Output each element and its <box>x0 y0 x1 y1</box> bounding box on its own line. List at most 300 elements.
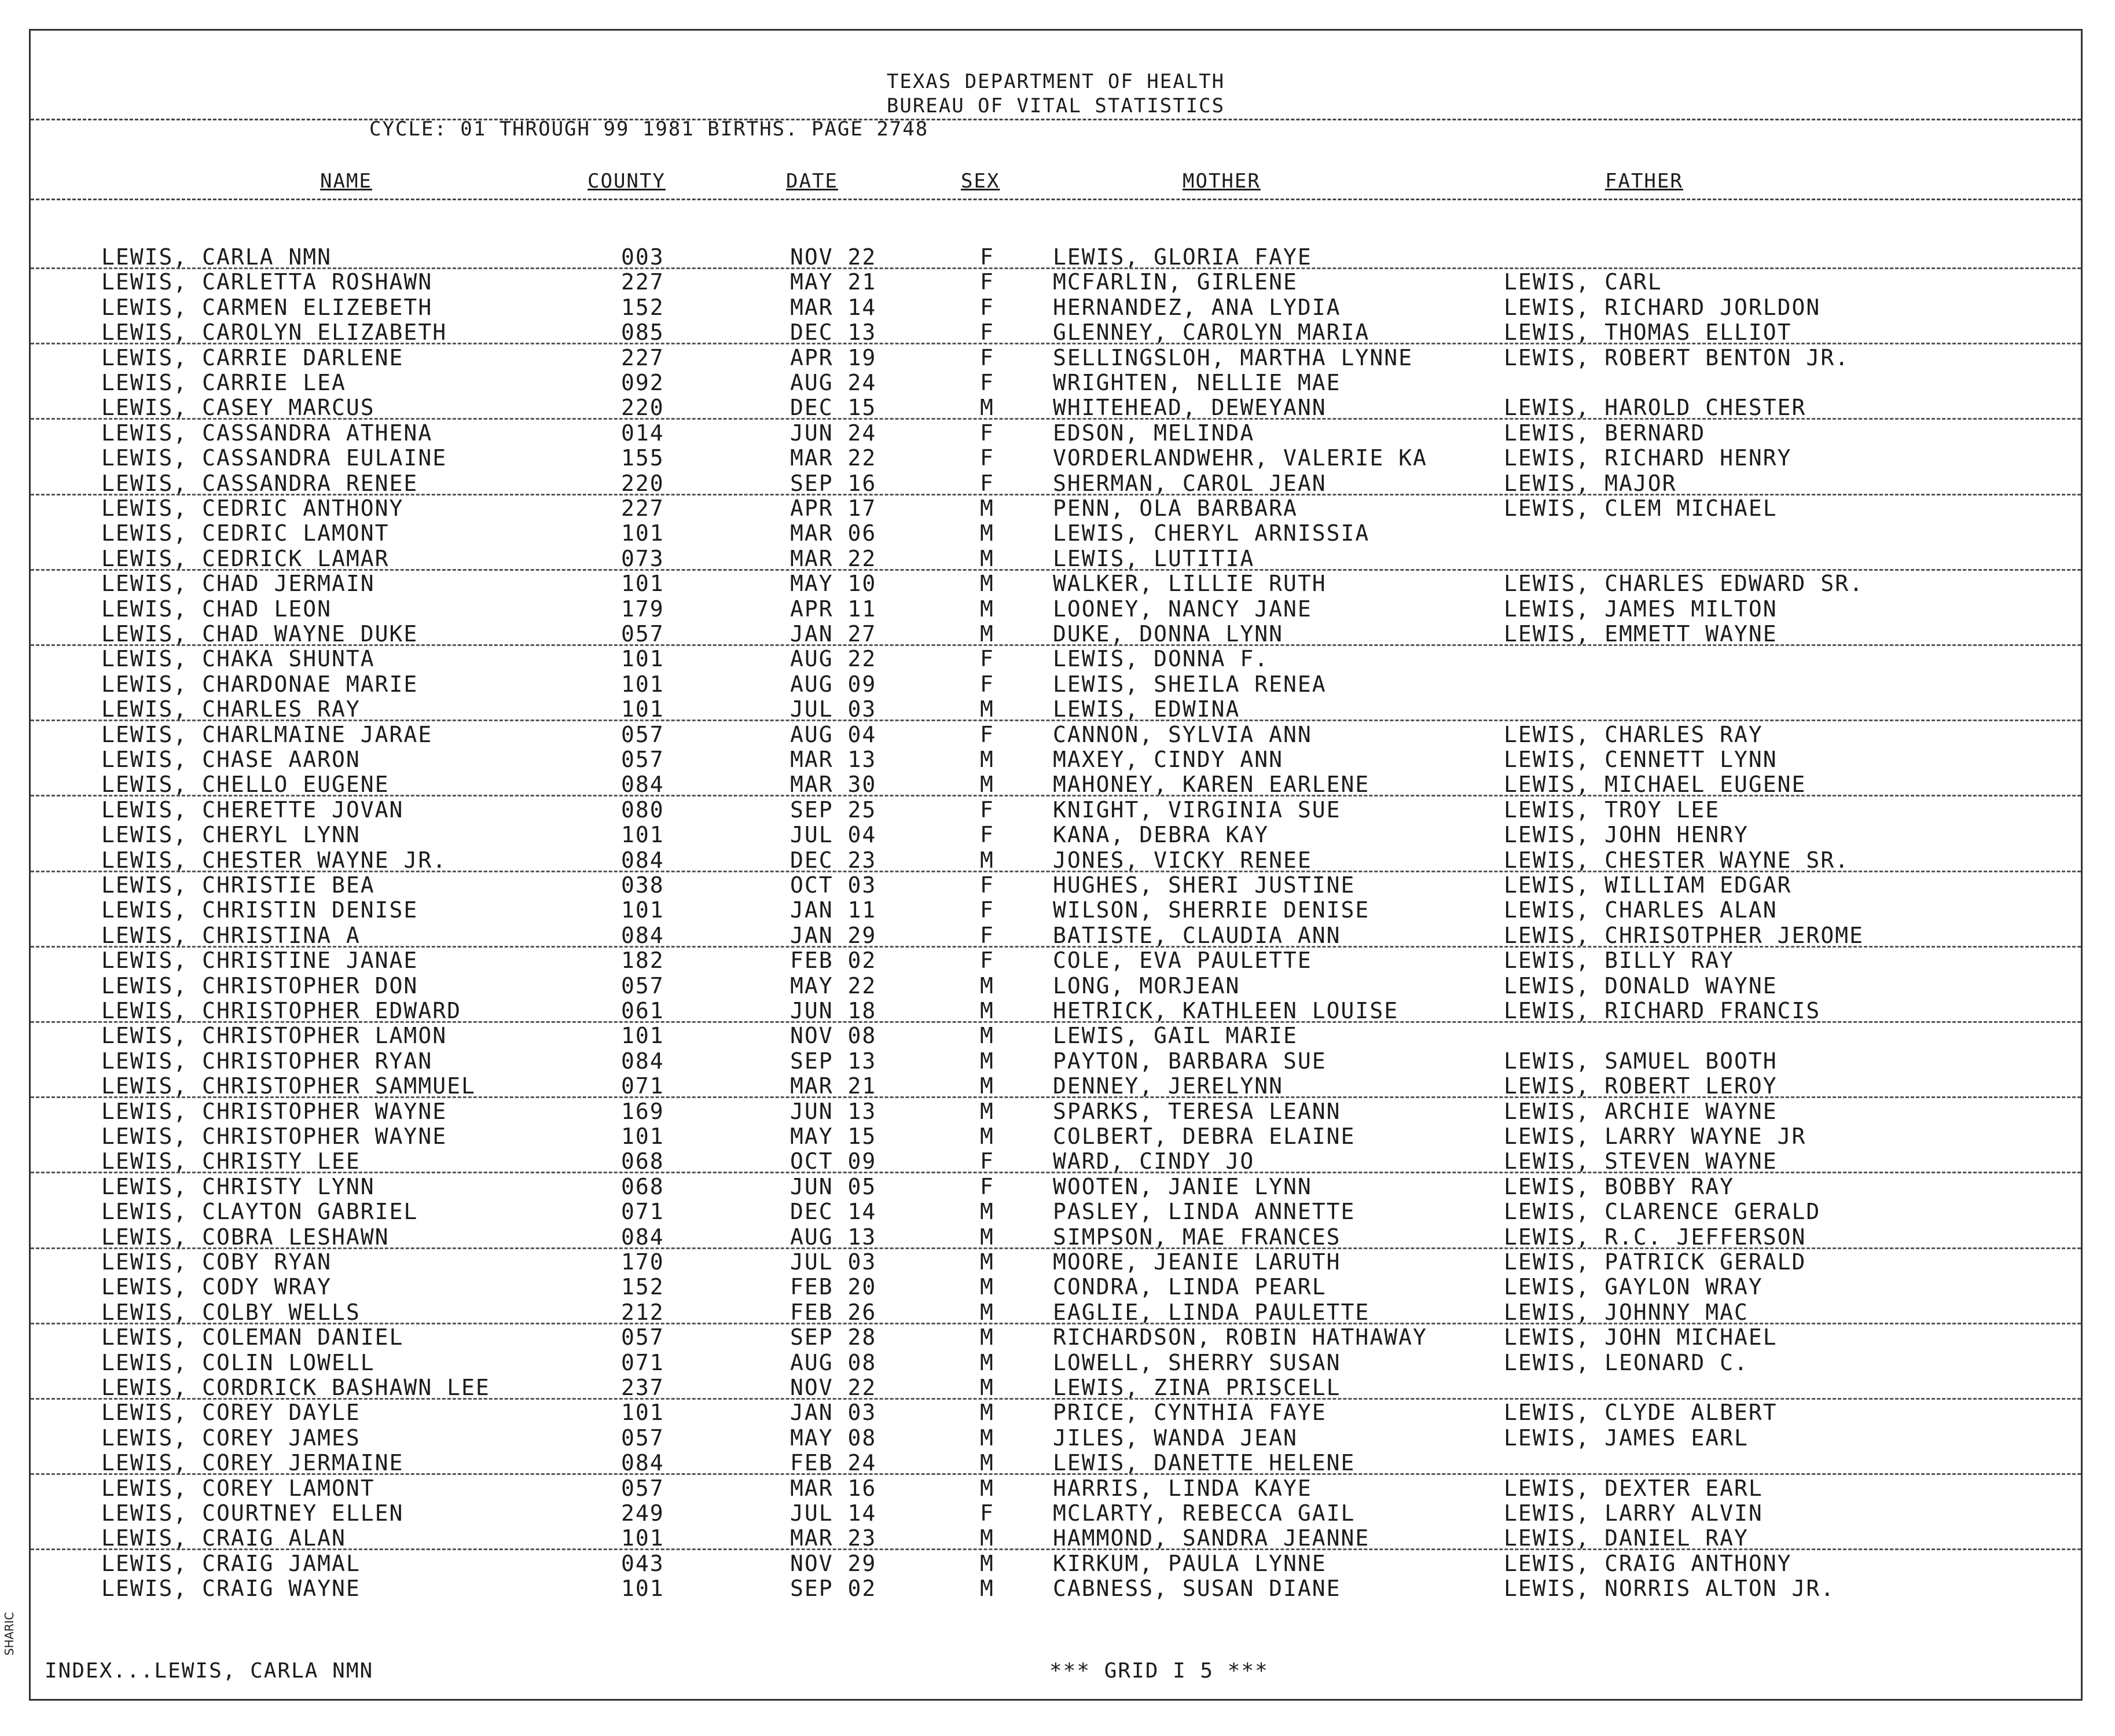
cell-county: 101 <box>621 1525 664 1551</box>
cell-county: 057 <box>621 1475 664 1501</box>
cell-date: NOV 22 <box>790 244 877 270</box>
table-row <box>31 647 2081 672</box>
cell-sex: F <box>980 897 994 923</box>
cell-name: LEWIS, COBRA LESHAWN <box>101 1224 390 1250</box>
cell-sex: M <box>980 1375 994 1400</box>
cell-county: 084 <box>621 1450 664 1476</box>
cell-sex: M <box>980 571 994 597</box>
cell-sex: M <box>980 1400 994 1426</box>
cell-name: LEWIS, CEDRICK LAMAR <box>101 545 390 571</box>
cell-father: LEWIS, THOMAS ELLIOT <box>1504 320 1792 346</box>
cell-sex: F <box>980 244 994 270</box>
cell-date: MAY 08 <box>790 1425 877 1451</box>
cell-name: LEWIS, CHARLES RAY <box>101 696 361 722</box>
cell-sex: M <box>980 395 994 421</box>
table-row <box>31 597 2081 622</box>
cell-name: LEWIS, CHRISTY LEE <box>101 1148 361 1175</box>
cell-name: LEWIS, CORDRICK BASHAWN LEE <box>101 1375 490 1400</box>
cell-sex: F <box>980 470 994 496</box>
cell-father: LEWIS, CHRISOTPHER JEROME <box>1504 922 1864 948</box>
cell-sex: M <box>980 1023 994 1049</box>
cell-father: LEWIS, NORRIS ALTON JR. <box>1504 1576 1835 1602</box>
cell-date: JAN 03 <box>790 1400 877 1426</box>
cell-mother: KIRKUM, PAULA LYNNE <box>1053 1550 1327 1576</box>
cell-name: LEWIS, CHRISTOPHER LAMON <box>101 1023 447 1049</box>
cell-county: 068 <box>621 1173 664 1199</box>
table-row <box>31 421 2081 446</box>
cell-sex: M <box>980 1576 994 1602</box>
cell-date: FEB 24 <box>790 1450 877 1476</box>
cell-date: MAR 16 <box>790 1475 877 1501</box>
cell-mother: LEWIS, DONNA F. <box>1053 646 1269 672</box>
table-row <box>31 1275 2081 1300</box>
cell-county: 038 <box>621 872 664 898</box>
cell-name: LEWIS, CASSANDRA ATHENA <box>101 420 433 446</box>
cell-father: LEWIS, MAJOR <box>1504 470 1677 496</box>
column-header-father: FATHER <box>1605 170 1683 193</box>
cell-date: JUN 18 <box>790 998 877 1023</box>
table-row <box>31 346 2081 371</box>
cell-sex: M <box>980 520 994 546</box>
cell-name: LEWIS, CHARDONAE MARIE <box>101 671 418 697</box>
cell-father: LEWIS, JOHNNY MAC <box>1504 1299 1749 1325</box>
table-row <box>31 546 2081 572</box>
table-row <box>31 1250 2081 1275</box>
cell-county: 057 <box>621 747 664 772</box>
cell-mother: LEWIS, SHEILA RENEA <box>1053 671 1327 697</box>
grid-footer: *** GRID I 5 *** <box>1049 1659 1269 1683</box>
cell-date: SEP 02 <box>790 1576 877 1602</box>
cell-mother: WALKER, LILLIE RUTH <box>1053 571 1327 597</box>
table-row <box>31 873 2081 898</box>
cell-county: 101 <box>621 897 664 923</box>
cell-sex: F <box>980 1148 994 1175</box>
cell-date: APR 17 <box>790 496 877 521</box>
cell-mother: GLENNEY, CAROLYN MARIA <box>1053 320 1370 346</box>
cell-name: LEWIS, CHRISTOPHER DON <box>101 972 418 999</box>
cell-county: 003 <box>621 244 664 270</box>
cell-name: LEWIS, CHARLMAINE JARAE <box>101 721 433 747</box>
cell-mother: LEWIS, GLORIA FAYE <box>1053 244 1312 270</box>
table-row <box>31 1225 2081 1250</box>
table-row <box>31 974 2081 999</box>
cell-mother: MAHONEY, KAREN EARLENE <box>1053 772 1370 798</box>
cell-date: AUG 08 <box>790 1349 877 1375</box>
cell-father: LEWIS, R.C. JEFFERSON <box>1504 1224 1806 1250</box>
cell-sex: F <box>980 294 994 320</box>
cell-county: 057 <box>621 972 664 999</box>
cell-name: LEWIS, CHRISTIN DENISE <box>101 897 418 923</box>
table-row <box>31 1023 2081 1049</box>
cell-sex: M <box>980 1199 994 1225</box>
cell-date: MAY 21 <box>790 269 877 295</box>
cell-date: APR 19 <box>790 344 877 370</box>
cell-county: 057 <box>621 1425 664 1451</box>
cell-name: LEWIS, CEDRIC LAMONT <box>101 520 390 546</box>
cell-father: LEWIS, CENNETT LYNN <box>1504 747 1778 772</box>
cell-mother: LEWIS, CHERYL ARNISSIA <box>1053 520 1370 546</box>
cell-date: MAR 06 <box>790 520 877 546</box>
cell-county: 101 <box>621 1023 664 1049</box>
table-row <box>31 898 2081 923</box>
table-row <box>31 571 2081 597</box>
cell-name: LEWIS, COLIN LOWELL <box>101 1349 375 1375</box>
cell-county: 061 <box>621 998 664 1023</box>
cell-father: LEWIS, BOBBY RAY <box>1504 1173 1735 1199</box>
cell-name: LEWIS, COLEMAN DANIEL <box>101 1324 404 1350</box>
cell-mother: CONDRA, LINDA PEARL <box>1053 1274 1327 1300</box>
cell-mother: SPARKS, TERESA LEANN <box>1053 1098 1341 1124</box>
cell-county: 237 <box>621 1375 664 1400</box>
cell-mother: LOWELL, SHERRY SUSAN <box>1053 1349 1341 1375</box>
cell-sex: M <box>980 972 994 999</box>
table-row <box>31 270 2081 295</box>
cell-mother: JONES, VICKY RENEE <box>1053 847 1312 873</box>
cell-sex: M <box>980 1450 994 1476</box>
cell-name: LEWIS, CHRISTOPHER EDWARD <box>101 998 461 1023</box>
cell-county: 212 <box>621 1299 664 1325</box>
cell-father: LEWIS, ROBERT BENTON JR. <box>1504 344 1850 370</box>
cell-name: LEWIS, COREY LAMONT <box>101 1475 375 1501</box>
cell-mother: HERNANDEZ, ANA LYDIA <box>1053 294 1341 320</box>
cell-mother: JILES, WANDA JEAN <box>1053 1425 1298 1451</box>
cell-name: LEWIS, COREY JAMES <box>101 1425 361 1451</box>
cell-name: LEWIS, CEDRIC ANTHONY <box>101 496 404 521</box>
cell-mother: LEWIS, GAIL MARIE <box>1053 1023 1298 1049</box>
column-divider <box>31 199 2081 200</box>
cell-mother: SELLINGSLOH, MARTHA LYNNE <box>1053 344 1413 370</box>
cell-county: 101 <box>621 646 664 672</box>
cell-county: 220 <box>621 395 664 421</box>
cell-name: LEWIS, CAROLYN ELIZABETH <box>101 320 447 346</box>
cell-father: LEWIS, CLARENCE GERALD <box>1504 1199 1821 1225</box>
cell-date: FEB 02 <box>790 948 877 974</box>
cell-county: 085 <box>621 320 664 346</box>
table-row <box>31 697 2081 722</box>
cell-date: JUL 14 <box>790 1500 877 1526</box>
cell-county: 084 <box>621 847 664 873</box>
table-row <box>31 823 2081 848</box>
cell-date: JUN 13 <box>790 1098 877 1124</box>
cell-mother: LONG, MORJEAN <box>1053 972 1240 999</box>
cell-name: LEWIS, CRAIG WAYNE <box>101 1576 361 1602</box>
cell-date: MAR 14 <box>790 294 877 320</box>
cell-sex: M <box>980 1249 994 1275</box>
cell-father: LEWIS, ROBERT LEROY <box>1504 1073 1778 1099</box>
cell-mother: WILSON, SHERRIE DENISE <box>1053 897 1370 923</box>
cell-date: MAR 21 <box>790 1073 877 1099</box>
cell-mother: WOOTEN, JANIE LYNN <box>1053 1173 1312 1199</box>
cell-name: LEWIS, CHRISTOPHER WAYNE <box>101 1098 447 1124</box>
cell-mother: PAYTON, BARBARA SUE <box>1053 1048 1327 1074</box>
table-row <box>31 923 2081 949</box>
cell-father: LEWIS, GAYLON WRAY <box>1504 1274 1763 1300</box>
cell-sex: M <box>980 596 994 622</box>
table-row <box>31 471 2081 497</box>
cell-name: LEWIS, CARRIE LEA <box>101 370 346 395</box>
cell-date: FEB 26 <box>790 1299 877 1325</box>
cell-mother: DUKE, DONNA LYNN <box>1053 621 1284 647</box>
cell-sex: M <box>980 1073 994 1099</box>
cell-name: LEWIS, CHAD JERMAIN <box>101 571 375 597</box>
column-header-name: NAME <box>320 170 372 193</box>
cell-mother: LEWIS, EDWINA <box>1053 696 1240 722</box>
cell-father: LEWIS, JAMES EARL <box>1504 1425 1749 1451</box>
cell-sex: M <box>980 1098 994 1124</box>
register-page <box>29 29 2083 1701</box>
table-row <box>31 1199 2081 1225</box>
cell-date: MAR 22 <box>790 445 877 471</box>
header-divider <box>31 119 2081 120</box>
cell-date: JAN 27 <box>790 621 877 647</box>
cell-date: JUL 04 <box>790 822 877 848</box>
table-row <box>31 320 2081 346</box>
cell-father: LEWIS, JOHN HENRY <box>1504 822 1749 848</box>
cell-sex: F <box>980 646 994 672</box>
cell-father: LEWIS, CHARLES RAY <box>1504 721 1763 747</box>
cell-county: 227 <box>621 496 664 521</box>
cell-county: 071 <box>621 1349 664 1375</box>
cell-father: LEWIS, JOHN MICHAEL <box>1504 1324 1778 1350</box>
cell-father: LEWIS, ARCHIE WAYNE <box>1504 1098 1778 1124</box>
cell-sex: M <box>980 496 994 521</box>
cell-father: LEWIS, HAROLD CHESTER <box>1504 395 1806 421</box>
table-row <box>31 948 2081 974</box>
cell-mother: PENN, OLA BARBARA <box>1053 496 1298 521</box>
cell-mother: EDSON, MELINDA <box>1053 420 1255 446</box>
cell-name: LEWIS, CODY WRAY <box>101 1274 332 1300</box>
cell-county: 170 <box>621 1249 664 1275</box>
table-row <box>31 722 2081 748</box>
cell-father: LEWIS, SAMUEL BOOTH <box>1504 1048 1778 1074</box>
cell-sex: F <box>980 671 994 697</box>
cell-name: LEWIS, COLBY WELLS <box>101 1299 361 1325</box>
cell-sex: M <box>980 1324 994 1350</box>
bureau-title: BUREAU OF VITAL STATISTICS <box>886 94 1225 118</box>
cell-date: JAN 29 <box>790 922 877 948</box>
cell-sex: M <box>980 1048 994 1074</box>
table-row <box>31 1325 2081 1350</box>
cell-mother: HUGHES, SHERI JUSTINE <box>1053 872 1356 898</box>
cell-sex: F <box>980 420 994 446</box>
cell-county: 152 <box>621 294 664 320</box>
cell-sex: M <box>980 621 994 647</box>
cell-county: 057 <box>621 1324 664 1350</box>
cell-date: SEP 28 <box>790 1324 877 1350</box>
cell-mother: MAXEY, CINDY ANN <box>1053 747 1284 772</box>
cell-mother: WARD, CINDY JO <box>1053 1148 1255 1175</box>
cell-father: LEWIS, RICHARD FRANCIS <box>1504 998 1821 1023</box>
cell-father: LEWIS, STEVEN WAYNE <box>1504 1148 1778 1175</box>
cell-mother: LEWIS, DANETTE HELENE <box>1053 1450 1356 1476</box>
cell-mother: LEWIS, LUTITIA <box>1053 545 1255 571</box>
column-header-sex: SEX <box>961 170 1000 193</box>
cell-date: AUG 22 <box>790 646 877 672</box>
cell-date: JUN 24 <box>790 420 877 446</box>
cell-county: 084 <box>621 922 664 948</box>
cell-mother: PASLEY, LINDA ANNETTE <box>1053 1199 1356 1225</box>
cell-name: LEWIS, CHRISTOPHER SAMMUEL <box>101 1073 476 1099</box>
cell-name: LEWIS, COREY DAYLE <box>101 1400 361 1426</box>
cell-date: APR 11 <box>790 596 877 622</box>
cell-date: DEC 14 <box>790 1199 877 1225</box>
cell-county: 101 <box>621 1576 664 1602</box>
cell-county: 084 <box>621 1224 664 1250</box>
table-row <box>31 1175 2081 1200</box>
cell-sex: M <box>980 1299 994 1325</box>
cell-sex: F <box>980 445 994 471</box>
table-row <box>31 1375 2081 1401</box>
cell-county: 152 <box>621 1274 664 1300</box>
cell-county: 249 <box>621 1500 664 1526</box>
table-row <box>31 747 2081 773</box>
table-row <box>31 1074 2081 1099</box>
table-row <box>31 245 2081 270</box>
cell-mother: EAGLIE, LINDA PAULETTE <box>1053 1299 1370 1325</box>
cell-name: LEWIS, CLAYTON GABRIEL <box>101 1199 418 1225</box>
cell-date: AUG 13 <box>790 1224 877 1250</box>
cell-date: DEC 13 <box>790 320 877 346</box>
cell-county: 073 <box>621 545 664 571</box>
cell-name: LEWIS, COURTNEY ELLEN <box>101 1500 404 1526</box>
cell-county: 043 <box>621 1550 664 1576</box>
cell-father: LEWIS, LARRY WAYNE JR <box>1504 1124 1806 1149</box>
cell-father: LEWIS, BILLY RAY <box>1504 948 1735 974</box>
cell-date: JUL 03 <box>790 696 877 722</box>
table-row <box>31 1501 2081 1526</box>
cell-county: 057 <box>621 621 664 647</box>
cell-father: LEWIS, DEXTER EARL <box>1504 1475 1763 1501</box>
cell-name: LEWIS, CHRISTOPHER WAYNE <box>101 1124 447 1149</box>
cell-name: LEWIS, CHRISTINE JANAE <box>101 948 418 974</box>
table-row <box>31 370 2081 396</box>
table-row <box>31 496 2081 522</box>
cell-father: LEWIS, TROY LEE <box>1504 797 1720 823</box>
cell-mother: LOONEY, NANCY JANE <box>1053 596 1312 622</box>
cell-date: SEP 13 <box>790 1048 877 1074</box>
cell-father: LEWIS, WILLIAM EDGAR <box>1504 872 1792 898</box>
cell-name: LEWIS, CHELLO EUGENE <box>101 772 390 798</box>
cell-sex: M <box>980 545 994 571</box>
cell-father: LEWIS, CHARLES EDWARD SR. <box>1504 571 1864 597</box>
cell-mother: COLE, EVA PAULETTE <box>1053 948 1312 974</box>
cell-date: MAY 15 <box>790 1124 877 1149</box>
cell-mother: SIMPSON, MAE FRANCES <box>1053 1224 1341 1250</box>
cell-sex: M <box>980 696 994 722</box>
table-row <box>31 295 2081 321</box>
table-row <box>31 1526 2081 1551</box>
cell-name: LEWIS, CASEY MARCUS <box>101 395 375 421</box>
cell-date: OCT 03 <box>790 872 877 898</box>
cell-name: LEWIS, CRAIG ALAN <box>101 1525 346 1551</box>
column-header-mother: MOTHER <box>1183 170 1261 193</box>
cell-mother: KNIGHT, VIRGINIA SUE <box>1053 797 1341 823</box>
cell-county: 169 <box>621 1098 664 1124</box>
cell-county: 227 <box>621 269 664 295</box>
cell-mother: HARRIS, LINDA KAYE <box>1053 1475 1312 1501</box>
cell-name: LEWIS, CHESTER WAYNE JR. <box>101 847 447 873</box>
cell-sex: F <box>980 872 994 898</box>
cell-name: LEWIS, CHRISTIE BEA <box>101 872 375 898</box>
cell-county: 068 <box>621 1148 664 1175</box>
agency-title: TEXAS DEPARTMENT OF HEALTH <box>886 70 1225 93</box>
side-label: SHARIC <box>2 1612 16 1656</box>
cell-county: 084 <box>621 1048 664 1074</box>
cell-date: MAY 22 <box>790 972 877 999</box>
cell-mother: DENNEY, JERELYNN <box>1053 1073 1284 1099</box>
cell-father: LEWIS, DONALD WAYNE <box>1504 972 1778 999</box>
cell-county: 182 <box>621 948 664 974</box>
cell-sex: M <box>980 1124 994 1149</box>
cell-father: LEWIS, JAMES MILTON <box>1504 596 1778 622</box>
cell-sex: F <box>980 721 994 747</box>
cell-name: LEWIS, CHAD LEON <box>101 596 332 622</box>
cell-sex: F <box>980 320 994 346</box>
cell-mother: SHERMAN, CAROL JEAN <box>1053 470 1327 496</box>
cell-father: LEWIS, RICHARD HENRY <box>1504 445 1792 471</box>
table-row <box>31 1476 2081 1502</box>
table-row <box>31 1400 2081 1426</box>
cell-date: NOV 22 <box>790 1375 877 1400</box>
cell-county: 080 <box>621 797 664 823</box>
table-row <box>31 1149 2081 1175</box>
cell-father: LEWIS, CHARLES ALAN <box>1504 897 1778 923</box>
cell-name: LEWIS, CHRISTY LYNN <box>101 1173 375 1199</box>
cell-date: MAY 10 <box>790 571 877 597</box>
cell-sex: F <box>980 370 994 395</box>
cell-mother: MOORE, JEANIE LARUTH <box>1053 1249 1341 1275</box>
cell-sex: F <box>980 922 994 948</box>
column-header-county: COUNTY <box>588 170 666 193</box>
cell-county: 179 <box>621 596 664 622</box>
table-row <box>31 1124 2081 1150</box>
cell-father: LEWIS, CLYDE ALBERT <box>1504 1400 1778 1426</box>
cell-name: LEWIS, CHRISTOPHER RYAN <box>101 1048 433 1074</box>
table-row <box>31 1099 2081 1125</box>
cell-sex: M <box>980 847 994 873</box>
table-row <box>31 1300 2081 1326</box>
cell-county: 101 <box>621 1124 664 1149</box>
cell-date: DEC 23 <box>790 847 877 873</box>
cell-mother: WHITEHEAD, DEWEYANN <box>1053 395 1327 421</box>
cell-date: JAN 11 <box>790 897 877 923</box>
cell-name: LEWIS, COBY RYAN <box>101 1249 332 1275</box>
cell-date: DEC 15 <box>790 395 877 421</box>
cell-mother: LEWIS, ZINA PRISCELL <box>1053 1375 1341 1400</box>
cell-mother: KANA, DEBRA KAY <box>1053 822 1269 848</box>
cell-father: LEWIS, MICHAEL EUGENE <box>1504 772 1806 798</box>
table-row <box>31 1576 2081 1602</box>
cell-county: 101 <box>621 520 664 546</box>
cell-sex: M <box>980 998 994 1023</box>
table-row <box>31 1426 2081 1451</box>
table-row <box>31 798 2081 823</box>
cell-county: 092 <box>621 370 664 395</box>
table-row <box>31 446 2081 471</box>
cell-county: 101 <box>621 822 664 848</box>
cell-name: LEWIS, CARLA NMN <box>101 244 332 270</box>
cell-father: LEWIS, LARRY ALVIN <box>1504 1500 1763 1526</box>
cycle-line: CYCLE: 01 THROUGH 99 1981 BIRTHS. PAGE 2748 <box>369 118 929 141</box>
cell-county: 220 <box>621 470 664 496</box>
table-row <box>31 672 2081 698</box>
cell-date: OCT 09 <box>790 1148 877 1175</box>
cell-sex: F <box>980 822 994 848</box>
cell-name: LEWIS, CARMEN ELIZEBETH <box>101 294 433 320</box>
cell-county: 101 <box>621 571 664 597</box>
cell-date: SEP 25 <box>790 797 877 823</box>
cell-county: 071 <box>621 1199 664 1225</box>
